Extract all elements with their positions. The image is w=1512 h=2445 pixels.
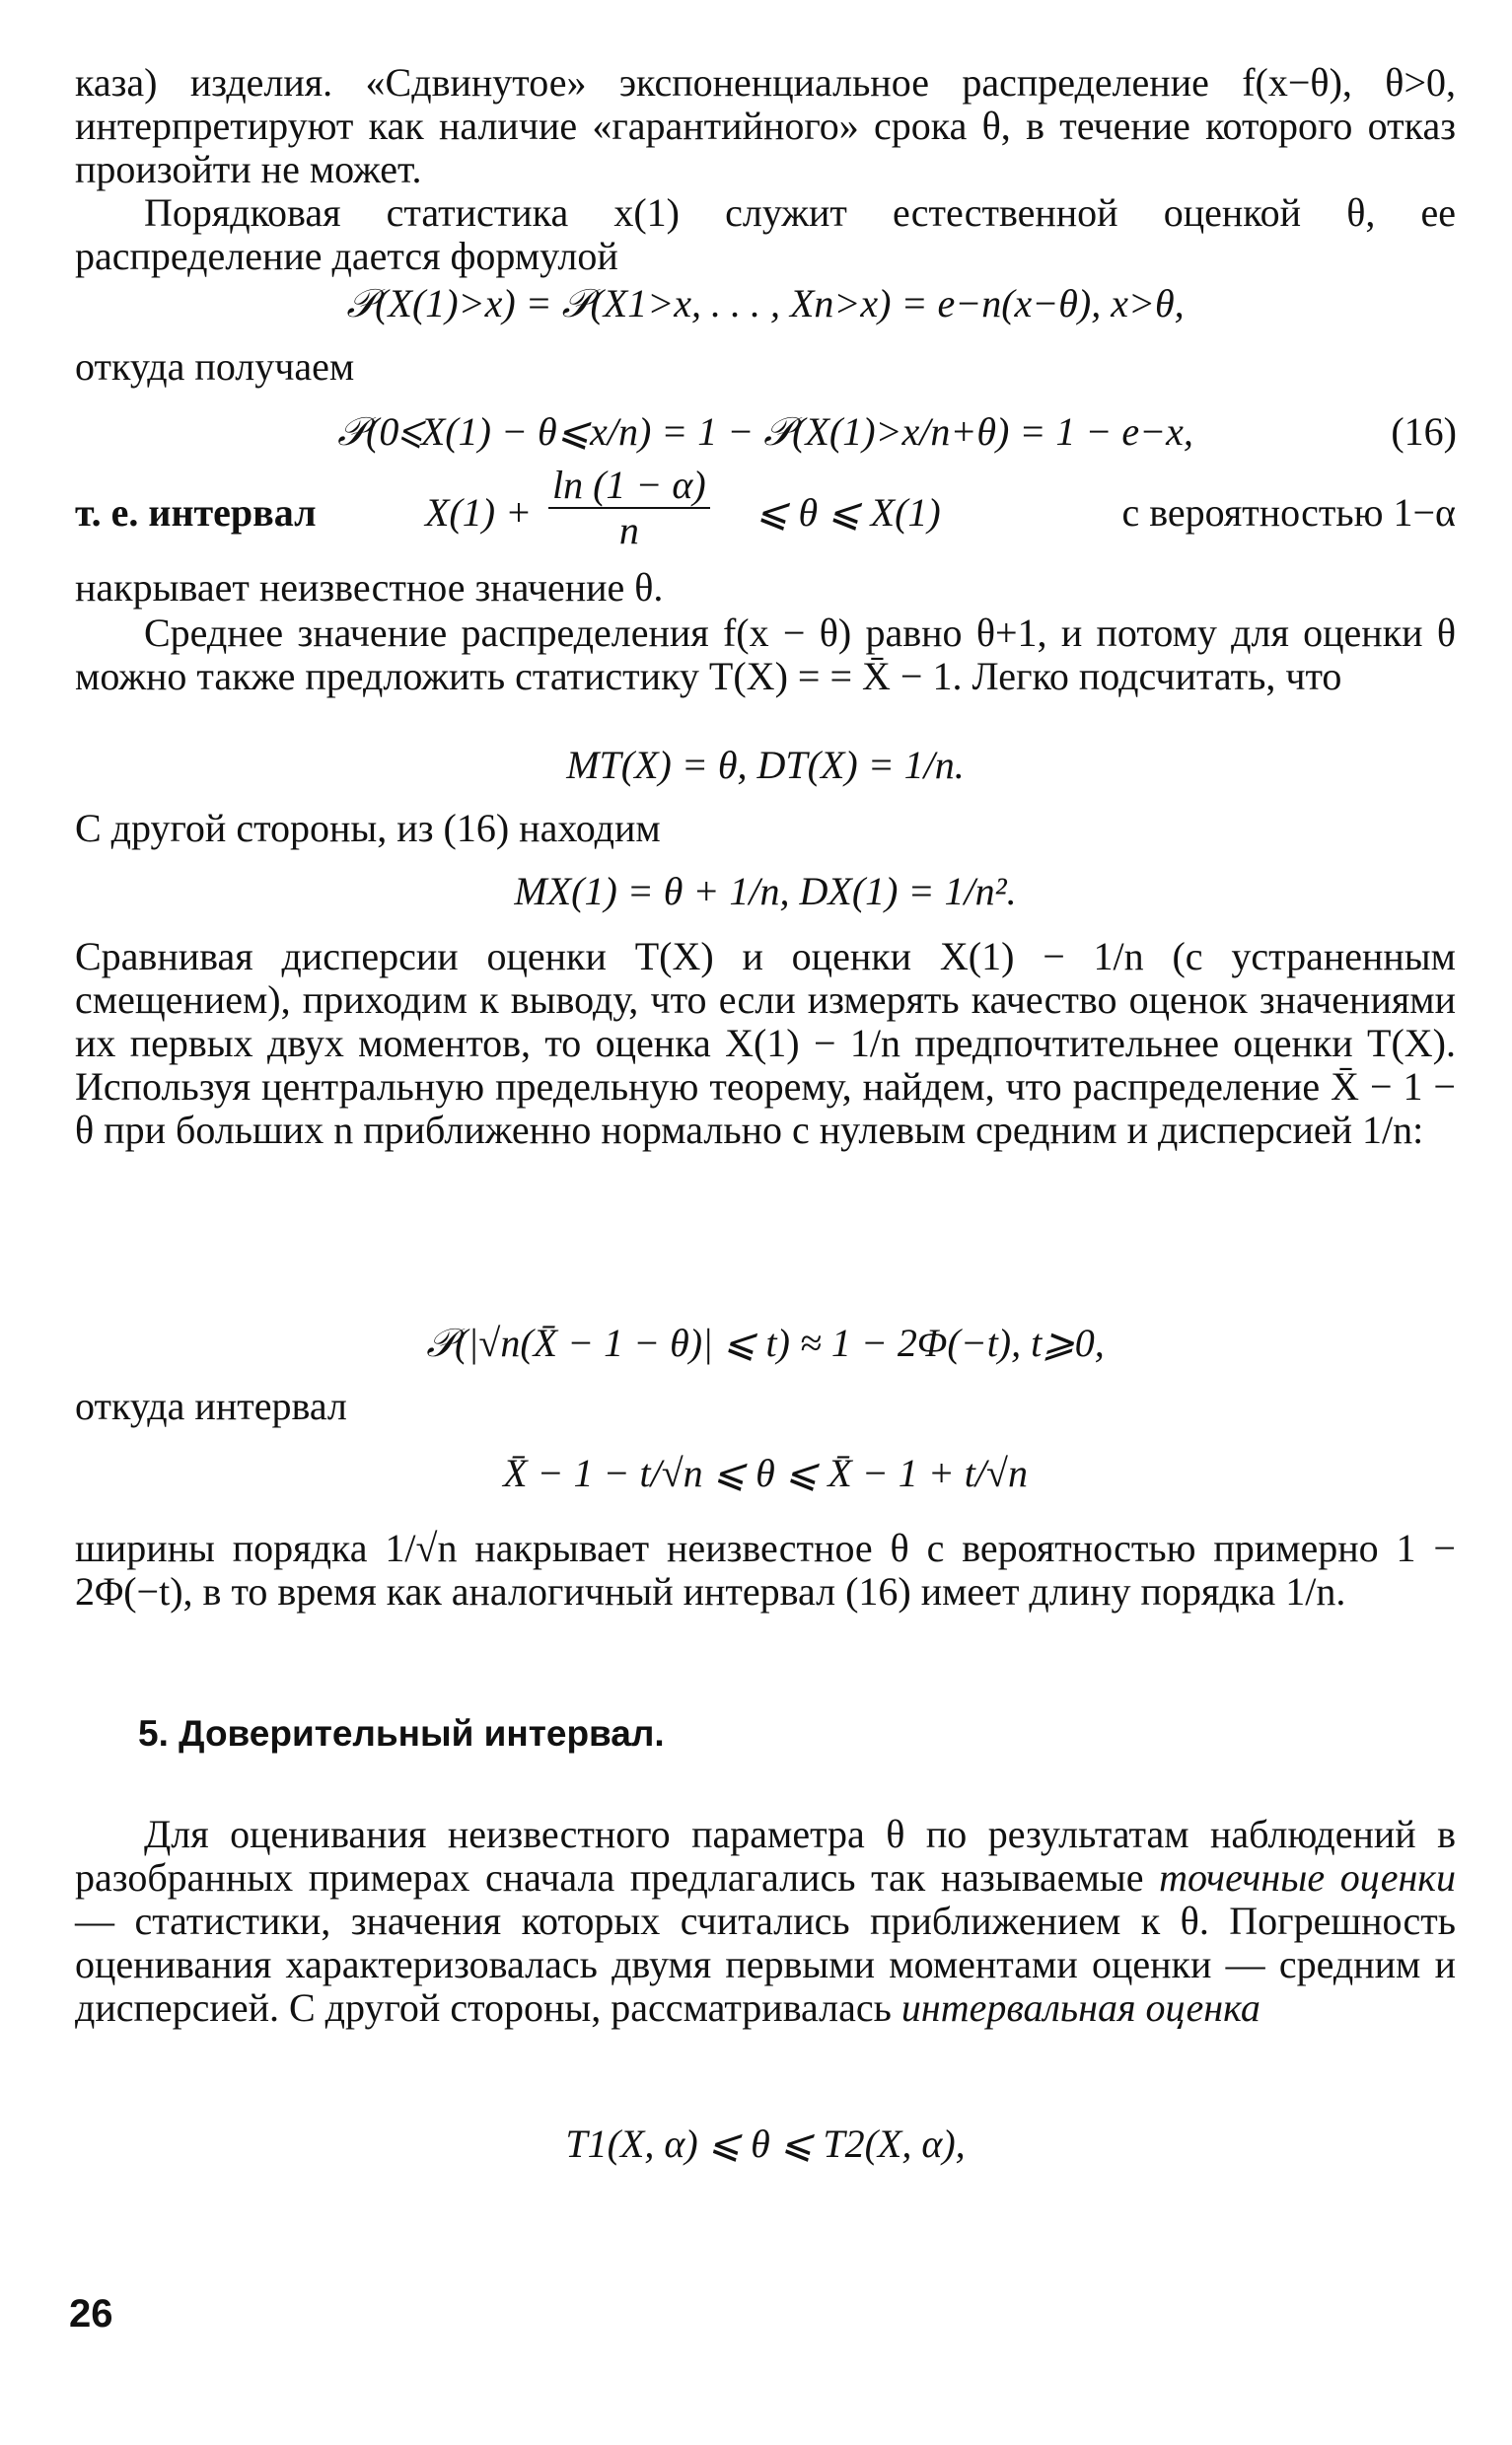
formula-clt: 𝒫(|√n(X̄ − 1 − θ)| ⩽ t) ≈ 1 − 2Φ(−t), t⩾0,: [426, 1321, 1105, 1365]
text-whence-interval: откуда интервал: [75, 1384, 347, 1428]
fraction-denominator: n: [618, 508, 639, 552]
text-other-side: С другой стороны, из (16) находим: [75, 806, 661, 850]
page-number: 26: [69, 2292, 113, 2336]
equation-number-16: (16): [1391, 409, 1457, 454]
paragraph-width: ширины порядка 1/√n накрывает неизвестное θ с вероятностью примерно 1 − 2Φ(−t), в то время как аналогичный интервал (16) имеет длину порядка 1/n.: [75, 1526, 1456, 1614]
interval-fraction: [548, 464, 710, 552]
paragraph-continuation: каза) изделия. «Сдвинутое» экспоненциальное распределение f(x−θ), θ>0, интерпретируют как наличие «гарантийного» срока θ, в течение которого отказ произойти не может.: [75, 60, 1456, 191]
formula-16-body: 𝒫(0⩽X(1) − θ⩽x/n) = 1 − 𝒫(X(1)>x/n+θ) = 1 − e−x,: [337, 409, 1193, 454]
paragraph-confidence: [75, 1813, 1456, 2030]
formula-16: [75, 408, 1456, 456]
fraction-numerator: ln (1 − α): [548, 464, 710, 509]
paragraph-order-statistic: Порядковая статистика x(1) служит естественной оценкой θ, ее распределение дается формулой: [75, 190, 1456, 278]
interval-lead: т. е. интервал: [75, 490, 317, 535]
formula-interval-estimate: T1(X, α) ⩽ θ ⩽ T2(X, α),: [565, 2121, 966, 2166]
interval-right: ⩽ θ ⩽ X(1): [756, 490, 941, 535]
formula-normal-interval: X̄ − 1 − t/√n ⩽ θ ⩽ X̄ − 1 + t/√n: [503, 1451, 1028, 1495]
paragraph-confidence-part-a: Для оценивания неизвестного параметра θ по результатам наблюдений в разобранных примерах сначала предлагались так называемые: [75, 1812, 1456, 1900]
paragraph-mean: Среднее значение распределения f(x − θ) равно θ+1, и потому для оценки θ можно также предложить статистику T(X) = = X̄ − 1. Легко подсчитать, что: [75, 611, 1456, 698]
paragraph-comparison: Сравнивая дисперсии оценки T(X) и оценки X(1) − 1/n (с устраненным смещением), приходим к выводу, что если измерять качество оценок значениями их первых двух моментов, то оценка X(1) − 1/n предпочтительнее оценки T(X). Используя центральную предельную теорему, найдем, что распределение X̄ − 1 − θ при больших n приближенно нормально с нулевым средним и дисперсией 1/n:: [75, 934, 1456, 1152]
interval-probability: с вероятностью 1−α: [1121, 490, 1456, 535]
text-covers: накрывает неизвестное значение θ.: [75, 565, 664, 610]
interval-line: [75, 464, 1456, 562]
emphasis-interval-estimate: интервальная оценка: [900, 1985, 1260, 2030]
formula-moments-X1: MX(1) = θ + 1/n, DX(1) = 1/n².: [514, 869, 1017, 913]
emphasis-point-estimates: точечные оценки: [1159, 1855, 1457, 1900]
formula-distribution: 𝒫(X(1)>x) = 𝒫(X1>x, . . . , Xn>x) = e−n(x−θ), x>θ,: [346, 281, 1185, 325]
section-heading: 5. Доверительный интервал.: [138, 1713, 665, 1754]
text-whence: откуда получаем: [75, 344, 355, 389]
formula-moments-T: MT(X) = θ, DT(X) = 1/n.: [566, 743, 965, 787]
interval-left: X(1) +: [425, 490, 533, 535]
paragraph-confidence-part-b: — статистики, значения которых считались приближением к θ. Погрешность оценивания характеризовалась двумя первыми моментами оценки — средним и дисперсией. С другой стороны, рассматривалась: [75, 1899, 1456, 2030]
